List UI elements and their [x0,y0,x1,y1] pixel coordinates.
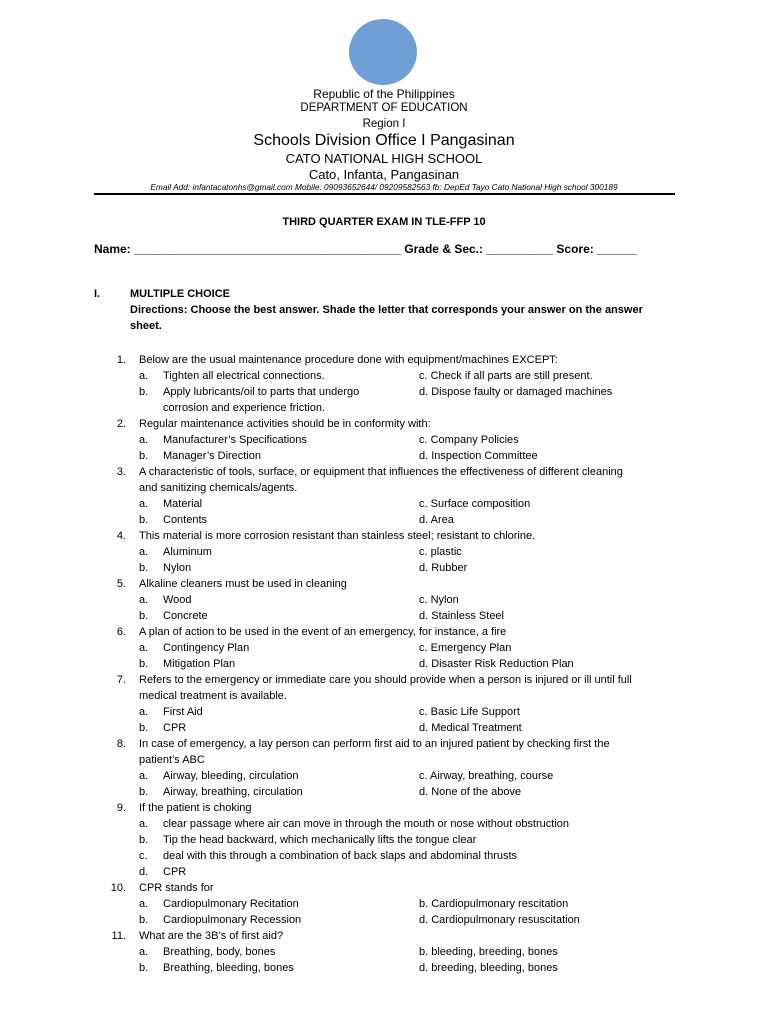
choice-option-b-continued: corrosion and experience friction. [163,402,326,414]
question-text: In case of emergency, a lay person can perform first aid to an injured patient by checking first the [139,738,610,750]
choice-letter: b. [139,658,149,670]
choice-letter: a. [139,434,149,446]
section-number: I. [94,288,101,300]
choice-letter: a. [139,642,149,654]
question-text: A characteristic of tools, surface, or equipment that influences the effectiveness of different cleaning [139,466,623,478]
question-text: Regular maintenance activities should be in conformity with: [139,418,431,430]
question-text: Refers to the emergency or immediate care you should provide when a person is injured or ill until full [139,674,632,686]
choice-option-a: Aluminum [163,546,212,558]
choice-option-a: Airway, bleeding, circulation [163,770,299,782]
choice-option-d: d. None of the above [419,786,522,798]
choice-letter: b. [139,914,149,926]
question-number: 5. [116,578,126,590]
question-number: 9. [116,802,126,814]
question-number: 2. [116,418,126,430]
choice-letter: a. [139,546,149,558]
choice-option-c: c. Nylon [419,594,459,606]
choice-letter: a. [139,770,149,782]
choice-letter: b. [139,386,149,398]
choice-option-d: d. Disaster Risk Reduction Plan [419,658,574,670]
choice-option-c: c. Basic Life Support [419,706,520,718]
choice-option-c: c. Emergency Plan [419,642,512,654]
question-text: Alkaline cleaners must be used in cleaning [139,578,347,590]
question-number: 3. [116,466,126,478]
question-text: medical treatment is available. [139,690,287,702]
choice-letter: d. [139,866,149,878]
question-number: 4. [116,530,126,542]
exam-title: THIRD QUARTER EXAM IN TLE-FFP 10 [282,216,486,228]
choice-option-a: First Aid [163,706,203,718]
choice-option-c: c. Airway, breathing, course [419,770,554,782]
choice-option-d: d. breeding, bleeding, bones [419,962,558,974]
choice-option-b: Breathing, bleeding, bones [163,962,294,974]
choice-option-a: Tighten all electrical connections. [163,370,325,382]
choice-option-d: d. Rubber [419,562,468,574]
header-republic: Republic of the Philippines [313,87,455,101]
question-text: If the patient is choking [139,802,252,814]
question-text: This material is more corrosion resistant than stainless steel; resistant to chlorine. [139,530,536,542]
question-text: Below are the usual maintenance procedure done with equipment/machines EXCEPT: [139,354,558,366]
choice-option-d: d. Stainless Steel [419,610,504,622]
choice-option-c: c. Surface composition [419,498,531,510]
choice-option-c: b. Cardiopulmonary rescitation [419,898,569,910]
question-text: and sanitizing chemicals/agents. [139,482,298,494]
choice-option-c: c. Check if all parts are still present. [419,370,593,382]
choice-option-b: Contents [163,514,208,526]
choice-option-b: Concrete [163,610,208,622]
choice-option-a: Cardiopulmonary Recitation [163,898,299,910]
choice-option-d: d. Dispose faulty or damaged machines [419,386,613,398]
choice-letter: a. [139,498,149,510]
choice-option-a: Contingency Plan [163,642,250,654]
choice-letter: a. [139,370,149,382]
header-school: CATO NATIONAL HIGH SCHOOL [285,151,483,166]
name-grade-score-line: Name: ________________________________________ Grade & Sec.: __________ Score: ______ [94,242,638,256]
choice-option-c: c. plastic [419,546,462,558]
header-contact: Email Add: infantacatonhs@gmail.com Mobile: 09093652644/ 09209582563 fb: DepEd Tayo Cato National High school 300189 [150,182,618,192]
question-number: 1. [116,354,126,366]
choice-option-b: Mitigation Plan [163,658,236,670]
choice-option-b: Cardiopulmonary Recession [163,914,302,926]
choice-letter: b. [139,786,149,798]
choice-option-d: d. Inspection Committee [419,450,538,462]
choice-option-b: Airway, breathing, circulation [163,786,303,798]
choice-letter: b. [139,962,149,974]
choice-option-b: Nylon [163,562,192,574]
header-department: DEPARTMENT OF EDUCATION [300,102,468,114]
choice-option-d: d. Area [419,514,454,526]
choice-option-b: CPR [163,722,187,734]
choice-option-c: c. Company Policies [419,434,519,446]
choice-letter: a. [139,706,149,718]
section-title: MULTIPLE CHOICE [130,288,231,300]
choice-letter: c. [139,850,148,862]
choice-option-d: d. Medical Treatment [419,722,522,734]
choice-option-a: Material [163,498,203,510]
choice-letter: b. [139,834,149,846]
choice-letter: a. [139,818,149,830]
school-seal-logo [349,19,417,85]
choice-option-b: Manager’s Direction [163,450,262,462]
question-text: CPR stands for [139,882,214,894]
choice-option: clear passage where air can move in through the mouth or nose without obstruction [163,818,570,830]
choice-letter: a. [139,594,149,606]
question-number: 10. [110,882,126,894]
question-text: A plan of action to be used in the event of an emergency, for instance, a fire [139,626,507,638]
question-text: patient’s ABC [139,754,205,766]
choice-letter: b. [139,562,149,574]
choice-letter: b. [139,610,149,622]
header-divider [94,193,675,195]
choice-option-a: Wood [163,594,192,606]
choice-letter: b. [139,722,149,734]
section-directions: Directions: Choose the best answer. Shade the letter that corresponds your answer on the answer sheet. [130,304,643,332]
question-number: 8. [116,738,126,750]
header-region: Region I [362,118,406,130]
choice-option: CPR [163,866,187,878]
choice-option-b: Apply lubricants/oil to parts that undergo [163,386,360,398]
choice-letter: a. [139,898,149,910]
question-number: 7. [116,674,126,686]
choice-letter: b. [139,450,149,462]
header-address: Cato, Infanta, Pangasinan [308,167,460,182]
question-text: What are the 3B’s of first aid? [139,930,284,942]
choice-letter: b. [139,514,149,526]
question-number: 6. [116,626,126,638]
choice-option: Tip the head backward, which mechanically lifts the tongue clear [163,834,477,846]
header-division: Schools Division Office I Pangasinan [253,132,515,149]
choice-option-a: Breathing, body, bones [163,946,276,958]
choice-option-a: Manufacturer’s Specifications [163,434,307,446]
choice-option-d: d. Cardiopulmonary resuscitation [419,914,580,926]
choice-option: deal with this through a combination of back slaps and abdominal thrusts [163,850,518,862]
choice-option-c: b. bleeding, breeding, bones [419,946,558,958]
choice-letter: a. [139,946,149,958]
question-number: 11. [111,930,126,942]
